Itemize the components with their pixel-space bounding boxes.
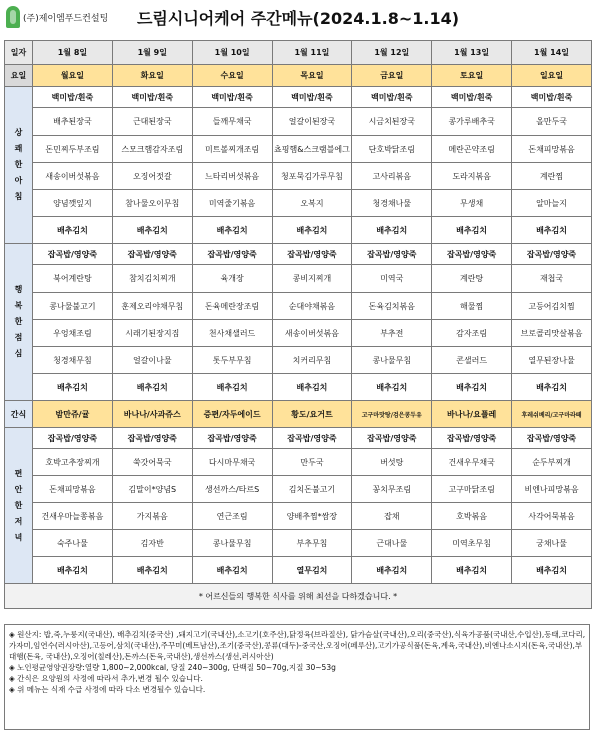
dinner-menu-item: 잡곡밥/영양죽 [112, 428, 192, 449]
dinner-menu-item: 잡곡밥/영양죽 [512, 428, 592, 449]
dinner-label-char: 안 [14, 484, 23, 494]
lunch-menu-item: 얼갈이나물 [112, 347, 192, 374]
breakfast-menu-item: 콩가루배추국 [432, 108, 512, 136]
date-label: 일자 [5, 41, 33, 65]
lunch-menu-item: 배추김치 [432, 374, 512, 401]
snack-item: 바나나/요플레 [432, 401, 512, 428]
breakfast-menu-item: 쵸핑햄&스크램블에그 [272, 136, 352, 163]
lunch-menu-item: 새송이버섯볶음 [272, 320, 352, 347]
lunch-menu-item: 잡곡밥/영양죽 [512, 244, 592, 265]
lunch-label-char: 한 [14, 317, 23, 326]
dinner-menu-item: 꽁치무조림 [352, 476, 432, 503]
lunch-menu-item: 청경채무침 [33, 347, 113, 374]
lunch-menu-item: 배추김치 [112, 374, 192, 401]
lunch-menu-item: 잡곡밥/영양죽 [272, 244, 352, 265]
dinner-menu-item: 고구마닭조림 [432, 476, 512, 503]
note-line: ◈ 위 메뉴는 식재 수급 사정에 따라 다소 변경될수 있습니다. [9, 685, 206, 694]
dinner-label-char: 편 [14, 468, 23, 478]
breakfast-menu-item: 근대된장국 [112, 108, 192, 136]
breakfast-menu-item: 백미밥/흰죽 [272, 87, 352, 108]
lunch-menu-item: 부추전 [352, 320, 432, 347]
dinner-menu-item: 양배추찜*쌈장 [272, 503, 352, 530]
breakfast-menu-item: 계란찜 [512, 163, 592, 190]
note-line: ◈ 노인평균영양권장량:열량 1,800~2,000kcal, 당질 240~300g, 단백질 50~70g,지질 30~53g [9, 663, 336, 672]
day-cell: 목요일 [272, 65, 352, 87]
day-cell: 월요일 [33, 65, 113, 87]
dinner-menu-item: 숙주나물 [33, 530, 113, 557]
breakfast-menu-item: 오징어젓갈 [112, 163, 192, 190]
company-name: (주)제이엠푸드컨설팅 [23, 13, 109, 24]
dinner-menu-item: 가지볶음 [112, 503, 192, 530]
breakfast-menu-item: 백미밥/흰죽 [512, 87, 592, 108]
dinner-menu-item: 버섯탕 [352, 449, 432, 476]
lunch-menu-item: 배추김치 [352, 374, 432, 401]
lunch-menu-item: 배추김치 [33, 374, 113, 401]
breakfast-menu-item: 배추김치 [192, 217, 272, 244]
breakfast-menu-item: 돈민찌두부조림 [33, 136, 113, 163]
breakfast-menu-item: 참나물오이무침 [112, 190, 192, 217]
breakfast-menu-item: 오복지 [272, 190, 352, 217]
lunch-menu-item: 육개장 [192, 265, 272, 293]
snack-item: 고구마맛탕/검은콩두유 [352, 401, 432, 428]
dinner-menu-item: 사각어묵볶음 [512, 503, 592, 530]
lunch-menu-item: 계란탕 [432, 265, 512, 293]
breakfast-menu-item: 배추김치 [272, 217, 352, 244]
dinner-menu-item: 다시마무채국 [192, 449, 272, 476]
dinner-menu-item: 배추김치 [192, 557, 272, 584]
breakfast-menu-item: 백미밥/흰죽 [432, 87, 512, 108]
breakfast-menu-item: 양념깻잎지 [33, 190, 113, 217]
lunch-menu-item: 콘샐러드 [432, 347, 512, 374]
breakfast-menu-item: 단호박닭조림 [352, 136, 432, 163]
dinner-menu-item: 배추김치 [512, 557, 592, 584]
breakfast-menu-item: 돈채피망볶음 [512, 136, 592, 163]
snack-label: 간식 [5, 401, 33, 428]
dinner-menu-item: 잡곡밥/영양죽 [272, 428, 352, 449]
snack-item: 증편/자두에이드 [192, 401, 272, 428]
dinner-menu-item: 미역초무침 [432, 530, 512, 557]
lunch-menu-item: 콩비지찌개 [272, 265, 352, 293]
lunch-label-char: 점 [14, 333, 23, 342]
lunch-menu-item: 배추김치 [192, 374, 272, 401]
dinner-menu-item: 만두국 [272, 449, 352, 476]
dinner-menu-item: 쑥갓어묵국 [112, 449, 192, 476]
date-cell: 1월 9일 [112, 41, 192, 65]
dinner-menu-item: 건새우무채국 [432, 449, 512, 476]
lunch-menu-item: 훈제오리야채무침 [112, 293, 192, 320]
lunch-menu-item: 잡곡밥/영양죽 [192, 244, 272, 265]
breakfast-menu-item: 도라지볶음 [432, 163, 512, 190]
header [0, 0, 596, 36]
dinner-menu-item: 잡곡밥/영양죽 [192, 428, 272, 449]
closing-notice: * 어르신들의 행복한 식사를 위해 최선을 다하겠습니다. * [5, 584, 592, 609]
day-cell: 화요일 [112, 65, 192, 87]
dinner-menu-item: 배추김치 [432, 557, 512, 584]
dinner-menu-item: 김말이*양념S [112, 476, 192, 503]
breakfast-section-label [5, 87, 33, 244]
dinner-section-label [5, 428, 33, 584]
dinner-menu-item: 잡곡밥/영양죽 [33, 428, 113, 449]
dinner-menu-item: 근대나물 [352, 530, 432, 557]
lunch-menu-item: 순대야채볶음 [272, 293, 352, 320]
dinner-menu-item: 순두부찌개 [512, 449, 592, 476]
dinner-menu-item: 배추김치 [352, 557, 432, 584]
lunch-menu-item: 잡곡밥/영양죽 [112, 244, 192, 265]
lunch-menu-item: 열무된장나물 [512, 347, 592, 374]
note-line: ◈ 원산지: 밥,죽,누룽지(국내산), 배추김치(중국산) ,돼지고기(국내산),소고기(호주산),닭정육(브라질산), 닭가슴살(국내산),오리(중국산),식육가공품(국내산,수입산),동태,코다리,가자미,임연수(러시아산),고등어,삼치(국내산),주꾸미(베트남산),조기(중국산),콩류(대두)-중국산,오징어(페루산),고기가공식품(돈육,계육,국내산),비엔나소시지(돈육,국내산),부대햄(돈육, 국내산),오징어(칠레산),돈까스(돈육,국내산),생선까스(생선,러시아산) [9, 630, 586, 661]
lunch-menu-item: 고등어김치찜 [512, 293, 592, 320]
dinner-menu-item: 잡채 [352, 503, 432, 530]
date-cell: 1월 13일 [432, 41, 512, 65]
lunch-menu-item: 잡곡밥/영양죽 [432, 244, 512, 265]
lunch-menu-item: 콩나물무침 [352, 347, 432, 374]
lunch-menu-item: 배추김치 [272, 374, 352, 401]
breakfast-menu-item: 청경채나물 [352, 190, 432, 217]
day-cell: 수요일 [192, 65, 272, 87]
date-cell: 1월 14일 [512, 41, 592, 65]
dinner-menu-item: 비엔나피망볶음 [512, 476, 592, 503]
dinner-menu-item: 돈채피망볶음 [33, 476, 113, 503]
weekly-menu-table [4, 40, 592, 609]
dinner-menu-item: 김치돈불고기 [272, 476, 352, 503]
date-cell: 1월 10일 [192, 41, 272, 65]
dinner-menu-item: 호박볶음 [432, 503, 512, 530]
lunch-section-label [5, 244, 33, 401]
dinner-menu-item: 배추김치 [112, 557, 192, 584]
lunch-menu-item: 북어계란탕 [33, 265, 113, 293]
breakfast-menu-item: 올만두국 [512, 108, 592, 136]
lunch-menu-item: 브로콜리맛살볶음 [512, 320, 592, 347]
page-title: 드림시니어케어 주간메뉴(2024.1.8~1.14) [136, 9, 460, 28]
breakfast-menu-item: 백미밥/흰죽 [352, 87, 432, 108]
dinner-menu-item: 건새우마늘쫑볶음 [33, 503, 113, 530]
dinner-menu-item: 열무김치 [272, 557, 352, 584]
breakfast-menu-item: 백미밥/흰죽 [33, 87, 113, 108]
breakfast-menu-item: 미역줄기볶음 [192, 190, 272, 217]
lunch-label-char: 복 [14, 301, 23, 310]
breakfast-menu-item: 청포묵김가루무침 [272, 163, 352, 190]
snack-item: 후레쉬베리/고구마라떼 [512, 401, 592, 428]
snack-item: 밤만쥬/귤 [33, 401, 113, 428]
breakfast-menu-item: 들깨무채국 [192, 108, 272, 136]
dinner-menu-item: 잡곡밥/영양죽 [432, 428, 512, 449]
lunch-menu-item: 참치김치찌개 [112, 265, 192, 293]
lunch-menu-item: 돈육김치볶음 [352, 293, 432, 320]
breakfast-menu-item: 새송이버섯볶음 [33, 163, 113, 190]
breakfast-label-char: 쾌 [14, 144, 23, 153]
lunch-menu-item: 잡곡밥/영양죽 [352, 244, 432, 265]
note-line: ◈ 간식은 요양원의 사정에 따라서 추가,변경 될수 있습니다. [9, 674, 203, 683]
day-cell: 토요일 [432, 65, 512, 87]
breakfast-label-char: 한 [14, 160, 23, 169]
snack-item: 바나나/사과쥬스 [112, 401, 192, 428]
lunch-menu-item: 천사채샐러드 [192, 320, 272, 347]
breakfast-menu-item: 시금치된장국 [352, 108, 432, 136]
breakfast-menu-item: 배추김치 [33, 217, 113, 244]
dinner-menu-item: 궁채나물 [512, 530, 592, 557]
breakfast-menu-item: 배추김치 [432, 217, 512, 244]
day-cell: 일요일 [512, 65, 592, 87]
breakfast-label-char: 아 [14, 176, 23, 185]
lunch-menu-item: 돈육메란장조림 [192, 293, 272, 320]
lunch-menu-item: 미역국 [352, 265, 432, 293]
dinner-menu-item: 연근조림 [192, 503, 272, 530]
dayofweek-label: 요일 [5, 65, 33, 87]
breakfast-label-char: 상 [14, 128, 23, 137]
dinner-label-char: 녁 [14, 532, 23, 542]
breakfast-menu-item: 배추김치 [112, 217, 192, 244]
breakfast-menu-item: 메란곤약조림 [432, 136, 512, 163]
breakfast-menu-item: 얼갈이된장국 [272, 108, 352, 136]
breakfast-menu-item: 백미밥/흰죽 [112, 87, 192, 108]
lunch-menu-item: 톳두부무침 [192, 347, 272, 374]
dinner-menu-item: 호박고추장찌개 [33, 449, 113, 476]
breakfast-menu-item: 미트볼찌개조림 [192, 136, 272, 163]
dinner-menu-item: 잡곡밥/영양죽 [352, 428, 432, 449]
breakfast-menu-item: 느타리버섯볶음 [192, 163, 272, 190]
breakfast-menu-item: 고사리볶음 [352, 163, 432, 190]
dinner-menu-item: 생선까스/타르S [192, 476, 272, 503]
dinner-menu-item: 김자반 [112, 530, 192, 557]
day-cell: 금요일 [352, 65, 432, 87]
lunch-menu-item: 재첩국 [512, 265, 592, 293]
breakfast-menu-item: 배추된장국 [33, 108, 113, 136]
lunch-label-char: 행 [14, 285, 23, 294]
lunch-menu-item: 우엉채조림 [33, 320, 113, 347]
breakfast-menu-item: 배추김치 [352, 217, 432, 244]
breakfast-menu-item: 알마늘지 [512, 190, 592, 217]
breakfast-menu-item: 백미밥/흰죽 [192, 87, 272, 108]
breakfast-label-char: 침 [14, 192, 23, 201]
snack-item: 황도/요거트 [272, 401, 352, 428]
dinner-menu-item: 콩나물무침 [192, 530, 272, 557]
dinner-menu-item: 부추무침 [272, 530, 352, 557]
date-cell: 1월 12일 [352, 41, 432, 65]
lunch-label-char: 심 [14, 349, 23, 358]
breakfast-menu-item: 배추김치 [512, 217, 592, 244]
date-cell: 1월 11일 [272, 41, 352, 65]
lunch-menu-item: 잡곡밥/영양죽 [33, 244, 113, 265]
lunch-menu-item: 시래기된장지짐 [112, 320, 192, 347]
lunch-menu-item: 배추김치 [512, 374, 592, 401]
breakfast-menu-item: 무생채 [432, 190, 512, 217]
breakfast-menu-item: 스모크햄감자조림 [112, 136, 192, 163]
lunch-menu-item: 감자조림 [432, 320, 512, 347]
dinner-label-char: 한 [14, 500, 23, 510]
dinner-menu-item: 배추김치 [33, 557, 113, 584]
notes-box [4, 624, 590, 730]
date-cell: 1월 8일 [33, 41, 113, 65]
lunch-menu-item: 콩나물불고기 [33, 293, 113, 320]
lunch-menu-item: 치커리무침 [272, 347, 352, 374]
dinner-label-char: 저 [14, 516, 23, 526]
lunch-menu-item: 해물찜 [432, 293, 512, 320]
